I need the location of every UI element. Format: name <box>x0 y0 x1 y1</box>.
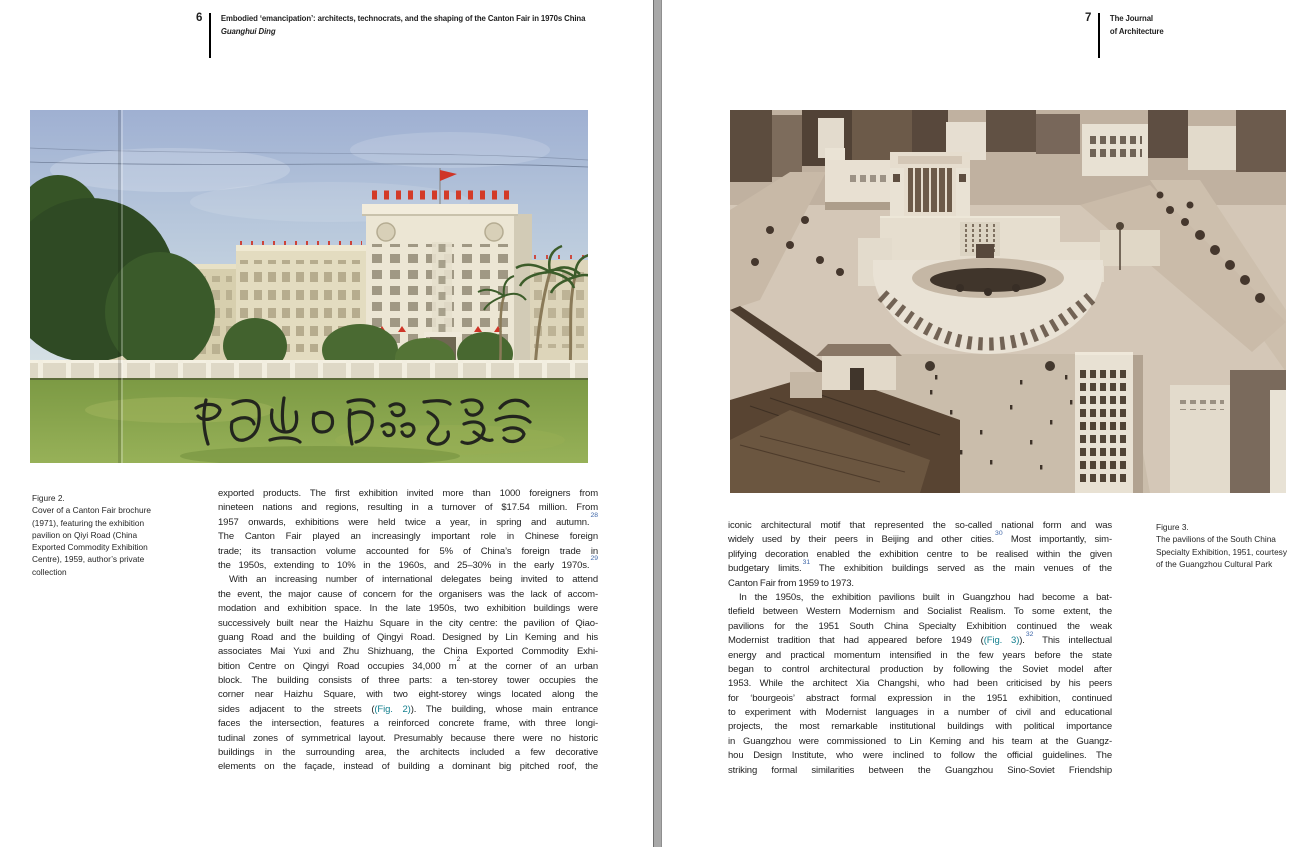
lawn <box>30 380 588 463</box>
paragraph <box>728 519 1112 591</box>
text-line: With an increasing number of international delegates being invited to attend <box>229 574 598 586</box>
footnote-ref[interactable]: 32 <box>1025 630 1034 638</box>
text-line: faces the intersection, features a reinforced concrete frame, with three longi- <box>218 718 598 730</box>
footnote-ref[interactable]: 28 <box>590 512 598 520</box>
text-line: began to control architectural production by following the Soviet model after <box>728 663 1112 675</box>
article-title: Embodied ‘emancipation’: architects, technocrats, and the shaping of the Canton Fair in 1970s China <box>220 14 586 23</box>
text-line: to experiment with Modernist languages in a number of civil and educational <box>728 707 1112 719</box>
text-line: pavilions for the 1951 South China Specialty Exhibition continued the weak <box>728 620 1112 632</box>
text-line: for ‘bourgeois’ abstract formal expression in the 1951 exhibition, continued <box>728 692 1112 704</box>
article-author: Guanghui Ding <box>220 26 276 36</box>
text-line: sides adjacent to the streets ((Fig. 2)). The building, whose main entrance <box>218 703 598 715</box>
text-line: associates Mai Yuxi and Zhu Shizhuang, the China Exported Commodity Exhi- <box>218 646 598 658</box>
text-line: striking formal similarities between the Guangzhou Sino-Soviet Friendship <box>728 764 1112 776</box>
text-line: hou Design Institute, who were inclined to follow the official guidelines. The <box>728 750 1112 762</box>
paragraph <box>218 487 598 573</box>
text-line: modation and exhibition space. In the late 1950s, two exhibition buildings were <box>218 603 598 615</box>
caption-line: Cover of a Canton Fair brochure <box>32 505 151 516</box>
text-line: guang Road and the building of Qingyi Road. Designed by Lin Keming and his <box>218 631 598 643</box>
brochure-fold <box>118 110 123 463</box>
page-number: 6 <box>196 12 203 24</box>
text-line: successively built near the Haizhu Square in the city centre: the pavilion of Qiao- <box>218 617 598 629</box>
brochure-cover-illustration <box>30 110 588 463</box>
text-line: The Canton Fair played an increasingly important role in Chinese foreign <box>218 531 598 543</box>
text-line: the event, the major cause of concern for the organisers was the lack of accom- <box>218 588 598 600</box>
footnote-ref[interactable]: 31 <box>802 558 811 566</box>
text-line: bition Centre on Qingyi Road occupies 34,000 $m^2$ at the corner of an urban <box>218 656 598 672</box>
text-line: Modernist tradition that had appeared before 1949 ((Fig. 3)).$^{32}$ This intellectual <box>728 630 1112 647</box>
figure-3-caption <box>1156 521 1311 570</box>
text-line: projects, the most remarkable institutional buildings with political importance <box>728 721 1112 733</box>
text-line: in Guangzhou were commissioned to Lin Keming and his team at the Guangz- <box>728 735 1112 747</box>
text-line: corner near Haizhu Square, with two eight-storey wings located along the <box>218 689 598 701</box>
caption-line: The pavilions of the South China <box>1156 534 1276 545</box>
text-line: iconic architectural motif that represented the so-called national form and was <box>728 520 1112 531</box>
header-rule <box>209 13 211 58</box>
figure-2-caption <box>32 492 207 578</box>
text-line: 1957 onwards, exhibitions were held twice a year, in spring and autumn.$^{28}$ <box>218 512 598 528</box>
text-line: In the 1950s, the exhibition pavilions built in Guangzhou had become a bat- <box>739 591 1112 603</box>
footnote-ref[interactable]: 30 <box>995 529 1003 537</box>
paragraph <box>728 591 1112 778</box>
text-line: buildings in the surrounding area, the architects included a few decorative <box>218 747 598 759</box>
body-text-right <box>728 519 1112 778</box>
page-header-left <box>196 13 585 58</box>
caption-line: Exported Commodity Exhibition <box>32 542 148 553</box>
text-line: Canton Fair from 1959 to 1973. <box>728 577 854 589</box>
text-line: tlefield between Western Modernism and Socialist Realism. To some extent, the <box>728 606 1112 618</box>
pavilions-aerial-illustration <box>730 110 1286 493</box>
text-line: the 1950s, extending to 10% in the 1960s, and 25–30% in the early 1970s.$^{29}$ <box>218 555 598 571</box>
text-line: energy and practical momentum intensified in the few years before the state <box>728 649 1112 661</box>
text-line: tudinal zones of symmetrical layout. Presumably because there were no historic <box>218 732 598 744</box>
caption-line: Centre), 1959, author’s private <box>32 554 145 565</box>
journal-name-line2: of Architecture <box>1109 26 1164 36</box>
caption-line: Figure 3. <box>1156 522 1189 532</box>
figure-link[interactable]: (Fig. 3) <box>983 635 1020 647</box>
page-divider <box>653 0 662 847</box>
page-6 <box>0 0 653 847</box>
page-header-right <box>1085 13 1164 58</box>
caption-line: Figure 2. <box>32 493 65 503</box>
caption-line: Specialty Exhibition, 1951, courtesy <box>1156 546 1287 557</box>
superscript: 2 <box>456 656 461 664</box>
boundary-wall <box>30 360 588 382</box>
figure-3-photo <box>730 110 1286 493</box>
caption-line: pavilion on Qiyi Road (China <box>32 529 138 540</box>
caption-line: (1971), featuring the exhibition <box>32 517 145 528</box>
text-line: plifying decoration enabled the exhibition centre to be realised within the given <box>728 548 1112 560</box>
body-text-left <box>218 487 598 775</box>
page-7 <box>662 0 1314 847</box>
running-head <box>221 13 585 38</box>
journal-name-line1: The Journal <box>1109 14 1153 23</box>
figure-link[interactable]: (Fig. 2) <box>374 703 411 715</box>
text-line: nineteen nations and regions, resulting in a turnover of $17.54 million. From <box>218 502 598 514</box>
paragraph <box>218 573 598 774</box>
footnote-ref[interactable]: 29 <box>590 555 598 563</box>
journal-name <box>1110 13 1164 38</box>
text-line: block. The building consists of three parts: a ten-storey tower occupies the <box>218 675 598 687</box>
text-line: exported products. The first exhibition invited more than 1000 foreigners from <box>218 488 598 499</box>
header-rule <box>1098 13 1100 58</box>
sepia-tone-overlay <box>730 110 1286 493</box>
text-line: elements on the façade, instead of building a dominant big pitched roof, the <box>218 761 598 773</box>
page-number: 7 <box>1085 12 1092 24</box>
figure-2-photo <box>30 110 588 463</box>
caption-line: of the Guangzhou Cultural Park <box>1156 558 1273 569</box>
text-line: trade; its transaction volume accounted for 5% of China’s foreign trade in <box>218 545 598 557</box>
text-line: budgetary limits.$^{31}$ The exhibition buildings served as the main venues of the <box>728 558 1112 575</box>
caption-line: collection <box>32 566 67 577</box>
text-line: 1953. While the architect Xia Changshi, who had been criticised by his peers <box>728 678 1112 690</box>
text-line: widely used by their peers in Beijing and other cities.$^{30}$ Most importantly, sim- <box>728 529 1112 546</box>
